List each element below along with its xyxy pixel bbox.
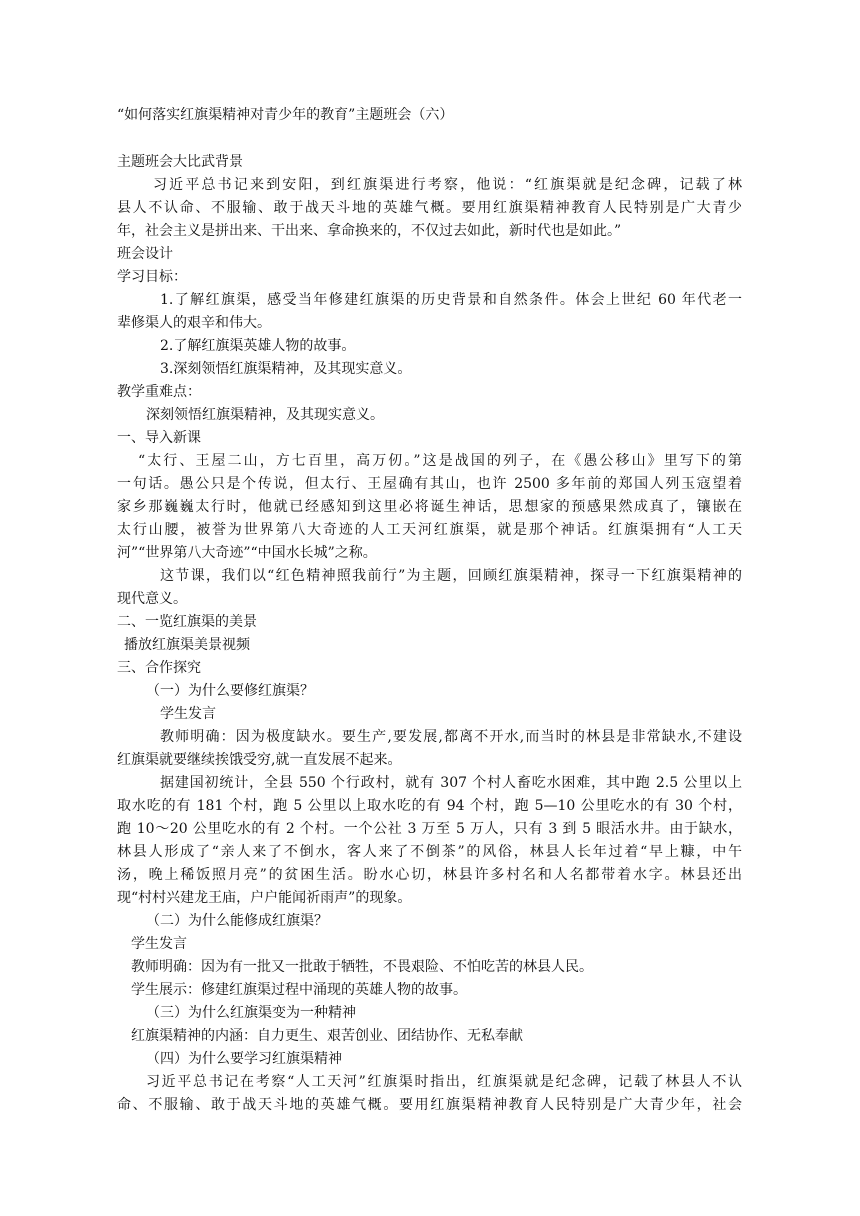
section-heading: 主题班会大比武背景 <box>117 154 243 170</box>
paragraph-line: 跑 10～20 公里吃水的有 2 个村。一个公社 3 万至 5 万人，只有 3 到 5 眼活水井。由于缺水， <box>117 821 742 837</box>
paragraph-line: 命、不服输、敢于战天斗地的英雄气概。要用红旗渠精神教育人民特别是广大青少年，社会 <box>117 1097 742 1113</box>
list-item: 辈修渠人的艰辛和伟大。 <box>117 315 271 331</box>
subsection-heading: （二）为什么能修成红旗渠？ <box>146 913 328 929</box>
paragraph-line: 家乡那巍巍太行时，他就已经感知到这里必将诞生神话，思想家的预感果然成真了，镶嵌在 <box>117 499 742 515</box>
paragraph-line: 深刻领悟红旗渠精神，及其现实意义。 <box>146 407 384 423</box>
paragraph-line: 一句话。愚公只是个传说，但太行、王屋确有其山，也许 2500 多年前的郑国人列玉寇望着 <box>117 476 742 492</box>
list-item: 1.了解红旗渠，感受当年修建红旗渠的历史背景和自然条件。体会上世纪 60 年代老一 <box>160 292 742 308</box>
subsection-heading: （三）为什么红旗渠变为一种精神 <box>146 1005 356 1021</box>
subsection-heading: （四）为什么要学习红旗渠精神 <box>146 1051 342 1067</box>
section-heading: 二、一览红旗渠的美景 <box>117 614 257 630</box>
list-item: 3.深刻领悟红旗渠精神，及其现实意义。 <box>160 361 412 377</box>
subsection-heading: （一）为什么要修红旗渠？ <box>146 683 314 699</box>
paragraph-line: 习近平总书记来到安阳，到红旗渠进行考察，他说：“红旗渠就是纪念碑，记载了林 <box>153 177 742 193</box>
paragraph-line: 教师明确：因为极度缺水。要生产,要发展,都离不开水,而当时的林县是非常缺水,不建设 <box>160 729 742 745</box>
paragraph-line: 学生发言 <box>160 706 216 722</box>
section-heading: 学习目标： <box>117 269 187 285</box>
paragraph-line: 汤，晚上稀饭照月亮”的贫困生活。盼水心切，林县许多村名和人名都带着水字。林县还出 <box>117 867 742 883</box>
document-page <box>117 104 742 1117</box>
paragraph-line: 现代意义。 <box>117 591 187 607</box>
document-title: “如何落实红旗渠精神对青少年的教育”主题班会（六） <box>117 107 454 123</box>
paragraph-line: 太行山腰，被誉为世界第八大奇迹的人工天河红旗渠，就是那个神话。红旗渠拥有“人工天 <box>117 522 742 538</box>
paragraph-line: 习近平总书记在考察“人工天河”红旗渠时指出，红旗渠就是纪念碑，记载了林县人不认 <box>146 1074 742 1090</box>
section-heading: 一、导入新课 <box>117 430 201 446</box>
paragraph-line: 红旗渠就要继续挨饿受穷,就一直发展不起来。 <box>117 752 402 768</box>
paragraph-line: 播放红旗渠美景视频 <box>124 637 250 653</box>
paragraph-line: 红旗渠精神的内涵：自力更生、艰苦创业、团结协作、无私奉献 <box>131 1028 523 1044</box>
section-heading: 班会设计 <box>117 246 173 262</box>
paragraph-line: 河”“世界第八大奇迹”“中国水长城”之称。 <box>117 545 377 561</box>
paragraph-line: 据建国初统计，全县 550 个行政村，就有 307 个村人畜吃水困难，其中跑 2.5 公里以上 <box>160 775 742 791</box>
paragraph-line: 现“村村兴建龙王庙，户户能闻祈雨声”的现象。 <box>117 890 412 906</box>
paragraph-line: 年，社会主义是拼出来、干出来、拿命换来的，不仅过去如此，新时代也是如此。” <box>117 223 622 239</box>
paragraph-line: 取水吃的有 181 个村，跑 5 公里以上取水吃的有 94 个村，跑 5—10 公里吃水的有 30 个村， <box>117 798 742 814</box>
paragraph-line: 这节课，我们以“红色精神照我前行”为主题，回顾红旗渠精神，探寻一下红旗渠精神的 <box>160 568 742 584</box>
section-heading: 三、合作探究 <box>117 660 201 676</box>
list-item: 2.了解红旗渠英雄人物的故事。 <box>160 338 356 354</box>
section-heading: 教学重难点： <box>117 384 201 400</box>
paragraph-line: 学生展示：修建红旗渠过程中涌现的英雄人物的故事。 <box>131 982 467 998</box>
blank-line <box>117 127 742 151</box>
paragraph-line: “太行、王屋二山，方七百里，高万仞。”这是战国的列子，在《愚公移山》里写下的第 <box>138 453 742 469</box>
paragraph-line: 县人不认命、不服输、敢于战天斗地的英雄气概。要用红旗渠精神教育人民特别是广大青少 <box>117 200 742 216</box>
paragraph-line: 学生发言 <box>131 936 187 952</box>
paragraph-line: 林县人形成了“亲人来了不倒水，客人来了不倒茶”的风俗，林县人长年过着“早上糠，中午 <box>117 844 742 860</box>
paragraph-line: 教师明确：因为有一批又一批敢于牺牲，不畏艰险、不怕吃苦的林县人民。 <box>131 959 593 975</box>
